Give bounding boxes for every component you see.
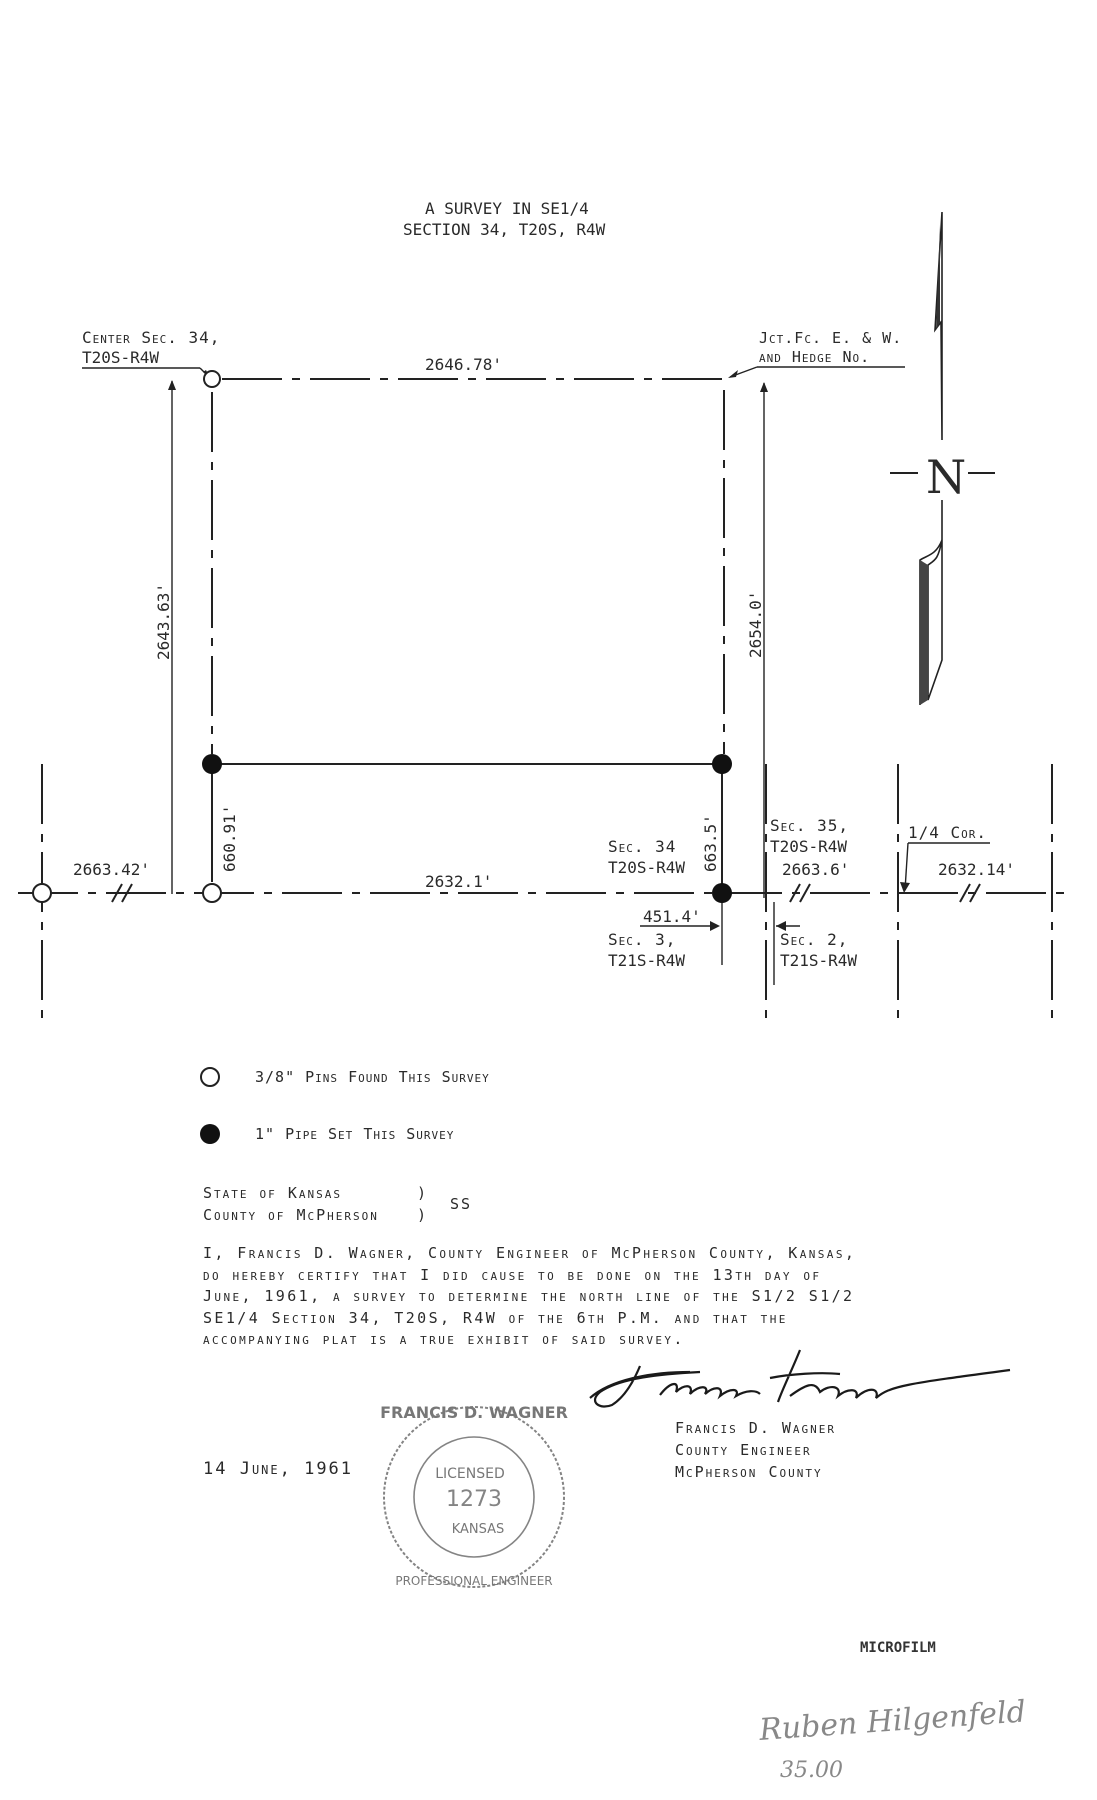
- seal-licensed: LICENSED: [435, 1466, 505, 1482]
- sec35-dimension: 2663.6': [782, 860, 850, 879]
- legend-solid-pipe-icon: [200, 1124, 220, 1144]
- certificate-line-4: SE1/4 Section 34, T20S, R4W of the 6th P.M. and that the: [203, 1308, 788, 1327]
- venue-county: County of McPherson: [203, 1206, 379, 1224]
- title-line-1: A SURVEY IN SE1/4: [425, 199, 589, 218]
- sec34-label-1: Sec. 34: [608, 837, 677, 856]
- certificate-text: [203, 1243, 963, 1351]
- handwritten-name: Ruben Hilgenfeld: [758, 1694, 1027, 1748]
- survey-date: 14 June, 1961: [203, 1459, 354, 1479]
- signature-text: Francis D. Wagner: [0, 0, 11, 1]
- pin-found-far-west: [33, 884, 51, 902]
- pin-found-south-west: [203, 884, 221, 902]
- signatory-county: McPherson County: [675, 1463, 823, 1481]
- seal-number: 1273: [446, 1487, 502, 1512]
- certificate-line-5: accompanying plat is a true exhibit of said survey.: [203, 1330, 685, 1348]
- offset-arrow-right: [710, 921, 720, 931]
- far-west-dimension: 2663.42': [73, 860, 151, 879]
- west-dim-arrow-top: [168, 380, 176, 390]
- seal-top-text: FRANCIS D. WAGNER: [380, 1403, 568, 1422]
- certificate-line-2: do hereby certify that I did cause to be done on the 13th day of: [203, 1265, 822, 1284]
- offset-dimension: 451.4': [643, 907, 701, 926]
- title-line-2: SECTION 34, T20S, R4W: [403, 220, 606, 239]
- venue-bracket-2: ): [417, 1206, 429, 1224]
- quarter-corner-arrowhead: [900, 882, 910, 893]
- handwritten-amount: 35.00: [780, 1758, 843, 1783]
- engineer-seal: [380, 1403, 568, 1588]
- sec3-label-2: T21S-R4W: [608, 951, 686, 970]
- sec34-label-2: T20S-R4W: [608, 858, 686, 877]
- east-dim-arrow-top: [760, 382, 768, 392]
- junction-label-1: Jct.Fc. E. & W.: [759, 329, 903, 347]
- center-sec-label-2: T20S-R4W: [82, 348, 160, 367]
- pin-found-center: [204, 371, 220, 387]
- venue-state: State of Kansas: [203, 1184, 342, 1202]
- west-line-dimension: 2643.63': [154, 582, 173, 660]
- pipe-set-south: [712, 883, 732, 903]
- pipe-set-west: [202, 754, 222, 774]
- east-short-dimension: 663.5': [701, 814, 720, 872]
- far-east-dimension: 2632.14': [938, 860, 1016, 879]
- certificate-line-1: I, Francis D. Wagner, County Engineer of McPherson County, Kansas,: [203, 1244, 857, 1262]
- east-line-dimension: 2654.0': [746, 590, 765, 658]
- sec35-label-1: Sec. 35,: [770, 816, 850, 835]
- legend-solid-pipe-label: 1" Pipe Set This Survey: [255, 1125, 455, 1143]
- north-arrow-letter: N: [926, 450, 967, 504]
- signatory-title: County Engineer: [675, 1441, 812, 1459]
- venue-ss: SS: [450, 1195, 473, 1213]
- seal-bottom-text: PROFESSIONAL ENGINEER: [395, 1574, 553, 1588]
- legend-open-pin-label: 3/8" Pins Found This Survey: [255, 1068, 490, 1086]
- venue-bracket-1: ): [417, 1184, 429, 1202]
- microfilm-stamp: MICROFILM: [860, 1640, 936, 1656]
- sec2-label-1: Sec. 2,: [780, 930, 849, 949]
- sec3-label-1: Sec. 3,: [608, 930, 677, 949]
- quarter-corner-label: 1/4 Cor.: [908, 823, 988, 842]
- signatory-name: Francis D. Wagner: [675, 1419, 837, 1437]
- west-short-dimension: 660.91': [220, 804, 239, 872]
- certificate-line-3: June, 1961, a survey to determine the north line of the S1/2 S1/2: [203, 1287, 855, 1305]
- north-line-dimension: 2646.78': [425, 355, 503, 374]
- sec35-label-2: T20S-R4W: [770, 837, 848, 856]
- seal-state: KANSAS: [451, 1522, 505, 1537]
- pipe-set-east: [712, 754, 732, 774]
- junction-label-2: and Hedge No.: [759, 348, 871, 366]
- south-line-dimension: 2632.1': [425, 872, 493, 891]
- legend-open-pin-icon: [201, 1068, 219, 1086]
- sec2-label-2: T21S-R4W: [780, 951, 858, 970]
- signature: [590, 1350, 1010, 1407]
- center-sec-label-1: Center Sec. 34,: [82, 328, 221, 347]
- junction-arrowhead: [728, 370, 738, 378]
